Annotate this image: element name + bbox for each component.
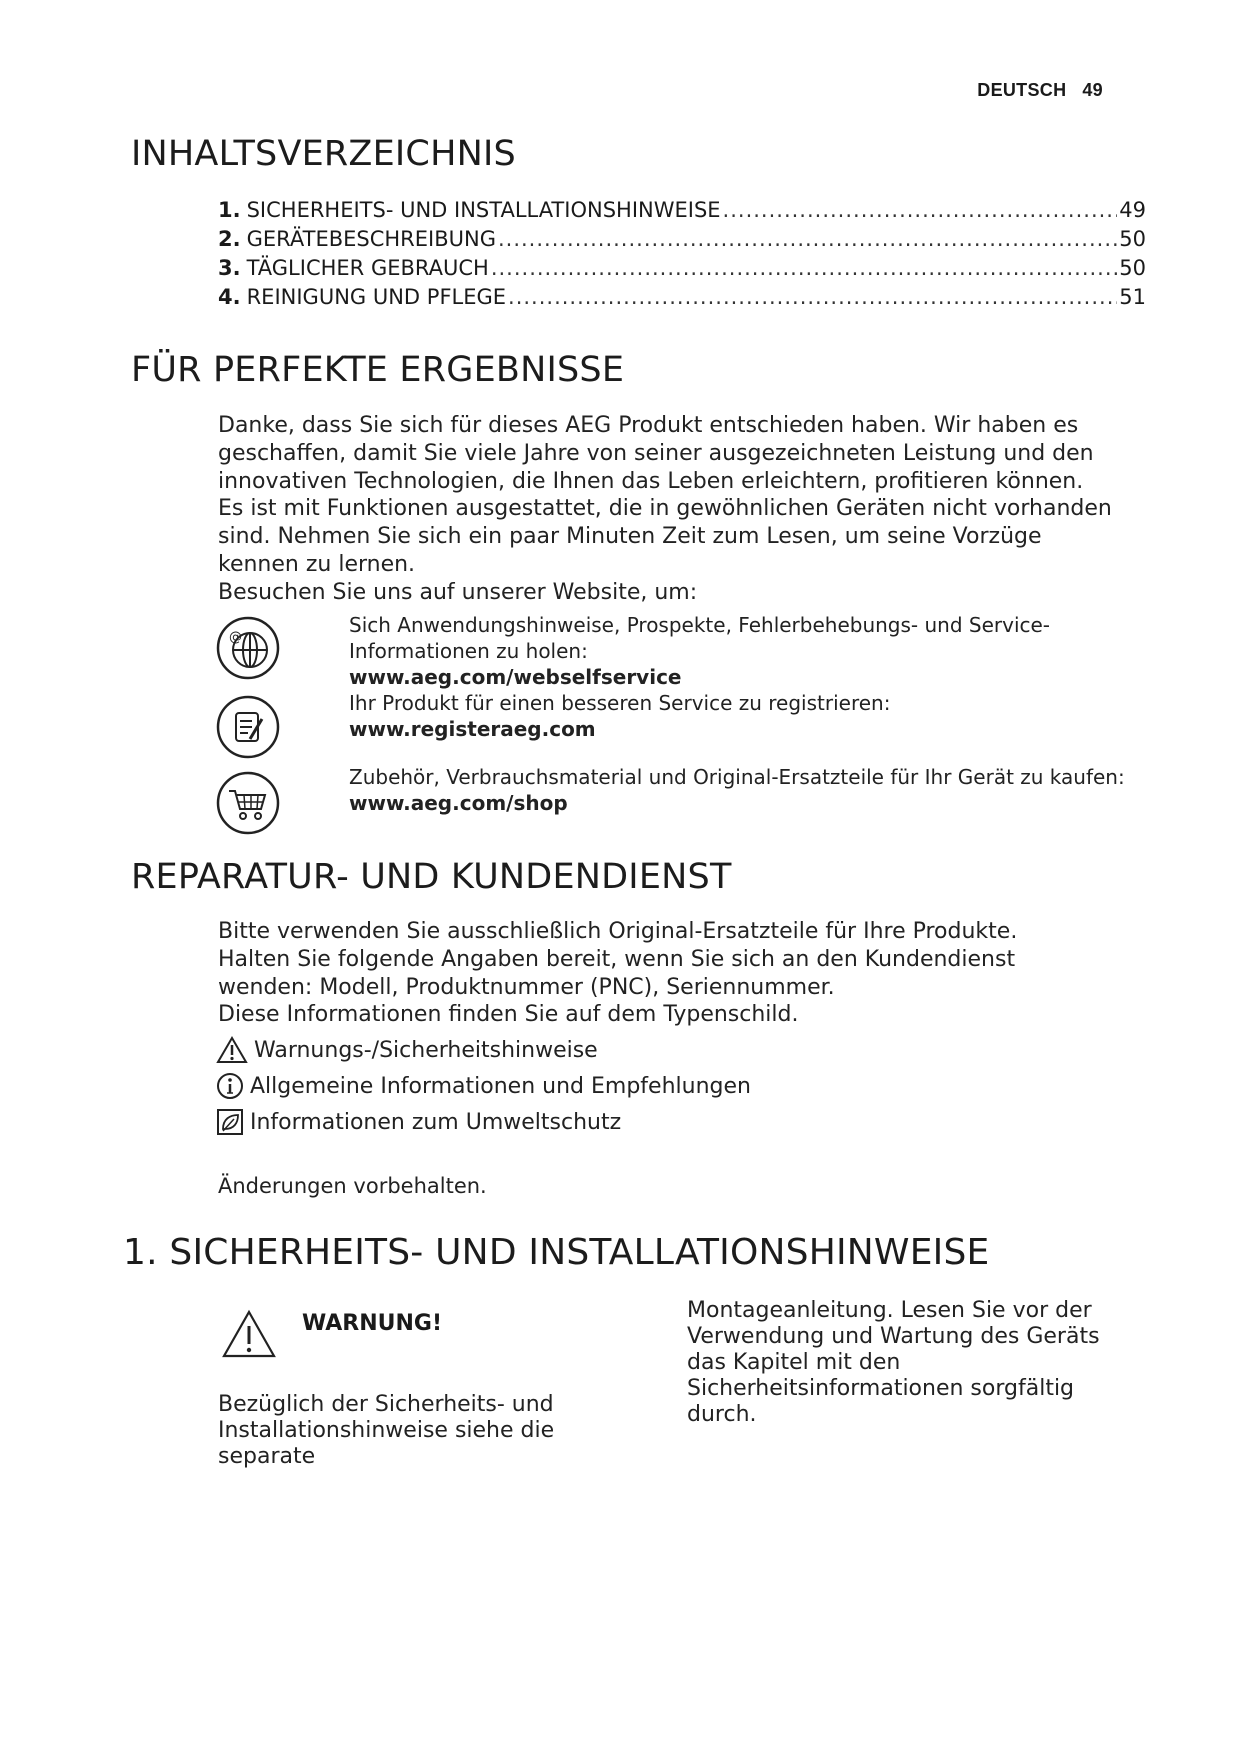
webselfservice-link[interactable]: www.aeg.com/webselfservice xyxy=(349,665,682,689)
legend-item xyxy=(216,1104,1116,1140)
legend-label: Warnungs-/Sicherheitshinweise xyxy=(254,1037,598,1063)
warning-triangle-icon xyxy=(216,1036,248,1064)
toc-item[interactable] xyxy=(218,285,1146,314)
repair-service-text xyxy=(218,918,1138,1029)
toc-item-number: 2. xyxy=(218,227,241,251)
safety-line: Montageanleitung. Lesen Sie vor der xyxy=(687,1298,1092,1323)
link-block-shop xyxy=(349,764,1129,816)
safety-line: Bezüglich der Sicherheits- und xyxy=(218,1392,554,1417)
safety-section-title: 1. SICHERHEITS- UND INSTALLATIONSHINWEISE xyxy=(123,1232,990,1273)
toc-item-label: REINIGUNG UND PFLEGE xyxy=(246,285,507,309)
environment-leaf-icon xyxy=(216,1108,244,1136)
shop-link[interactable]: www.aeg.com/shop xyxy=(349,791,568,815)
safety-line: Verwendung und Wartung des Geräts xyxy=(687,1324,1100,1349)
toc-item-label: GERÄTEBESCHREIBUNG xyxy=(246,227,496,251)
toc-item[interactable] xyxy=(218,227,1146,256)
symbol-legend xyxy=(216,1032,1116,1140)
globe-icon xyxy=(216,616,280,680)
safety-line: Installationshinweise siehe die separate xyxy=(218,1418,555,1469)
repair-service-title: REPARATUR- UND KUNDENDIENST xyxy=(131,857,732,897)
toc-leader-dots xyxy=(498,227,1117,251)
safety-text-left xyxy=(218,1392,658,1470)
visit-text: Besuchen Sie uns auf unserer Website, um: xyxy=(218,579,698,605)
toc-item-page: 51 xyxy=(1119,285,1146,309)
toc-leader-dots xyxy=(508,285,1117,309)
intro-line: geschaffen, damit Sie viele Jahre von seiner ausgezeichneten Leistung und den xyxy=(218,440,1094,466)
perfect-results-title: FÜR PERFEKTE ERGEBNISSE xyxy=(131,350,625,390)
header-language: DEUTSCH xyxy=(977,80,1067,100)
warning-triangle-icon xyxy=(221,1309,277,1359)
changes-reserved-note: Änderungen vorbehalten. xyxy=(218,1174,487,1198)
legend-label: Informationen zum Umweltschutz xyxy=(250,1109,622,1135)
link-description: Ihr Produkt für einen besseren Service zu registrieren: xyxy=(349,691,891,715)
toc-item-number: 3. xyxy=(218,256,241,280)
legend-item xyxy=(216,1068,1116,1104)
safety-line: das Kapitel mit den xyxy=(687,1350,901,1375)
safety-text-right xyxy=(687,1298,1127,1428)
toc-leader-dots xyxy=(723,198,1118,222)
repair-line: Bitte verwenden Sie ausschließlich Original-Ersatzteile für Ihre Produkte. xyxy=(218,919,1018,944)
page-number: 49 xyxy=(1082,80,1103,100)
toc-item[interactable] xyxy=(218,198,1146,227)
legend-item xyxy=(216,1032,1116,1068)
link-description: Sich Anwendungshinweise, Prospekte, Fehlerbehebungs- und Service- xyxy=(349,613,1051,637)
toc-item-page: 50 xyxy=(1119,256,1146,280)
toc-leader-dots xyxy=(491,256,1117,280)
toc-title: INHALTSVERZEICHNIS xyxy=(131,134,516,174)
legend-label: Allgemeine Informationen und Empfehlungen xyxy=(250,1073,751,1099)
safety-line: durch. xyxy=(687,1402,757,1427)
svg-text:@: @ xyxy=(229,630,242,645)
link-description: Informationen zu holen: xyxy=(349,639,588,663)
link-block-webselfservice xyxy=(349,612,1129,742)
repair-line: Diese Informationen finden Sie auf dem Typenschild. xyxy=(218,1002,799,1028)
page-header xyxy=(0,80,1103,101)
registeraeg-link[interactable]: www.registeraeg.com xyxy=(349,717,596,741)
toc-item-page: 50 xyxy=(1119,227,1146,251)
intro-line: kennen zu lernen. xyxy=(218,551,416,577)
repair-line: Halten Sie folgende Angaben bereit, wenn Sie sich an den Kundendienst xyxy=(218,946,1016,972)
intro-line: Es ist mit Funktionen ausgestattet, die in gewöhnlichen Geräten nicht vorhanden xyxy=(218,496,1112,522)
link-description: Zubehör, Verbrauchsmaterial und Original-Ersatzteile für Ihr Gerät zu kaufen: xyxy=(349,765,1125,789)
toc-item-page: 49 xyxy=(1119,198,1146,222)
register-document-icon xyxy=(216,695,280,759)
info-icon xyxy=(216,1072,244,1100)
toc-item-label: TÄGLICHER GEBRAUCH xyxy=(246,256,489,280)
table-of-contents xyxy=(218,198,1146,314)
intro-line: innovativen Technologien, die Ihnen das Leben erleichtern, profitieren können. xyxy=(218,468,1084,494)
perfect-results-intro xyxy=(218,412,1138,607)
toc-item-number: 4. xyxy=(218,285,241,309)
toc-item-number: 1. xyxy=(218,198,241,222)
intro-line: Danke, dass Sie sich für dieses AEG Produkt entschieden haben. Wir haben es xyxy=(218,413,1079,438)
toc-item-label: SICHERHEITS- UND INSTALLATIONSHINWEISE xyxy=(246,198,721,222)
toc-item[interactable] xyxy=(218,256,1146,285)
repair-line: wenden: Modell, Produktnummer (PNC), Seriennummer. xyxy=(218,974,835,1000)
safety-line: Sicherheitsinformationen sorgfältig xyxy=(687,1376,1075,1401)
shopping-cart-icon xyxy=(216,771,280,835)
warning-label: WARNUNG! xyxy=(302,1311,443,1336)
intro-line: sind. Nehmen Sie sich ein paar Minuten Zeit zum Lesen, um seine Vorzüge xyxy=(218,524,1042,550)
